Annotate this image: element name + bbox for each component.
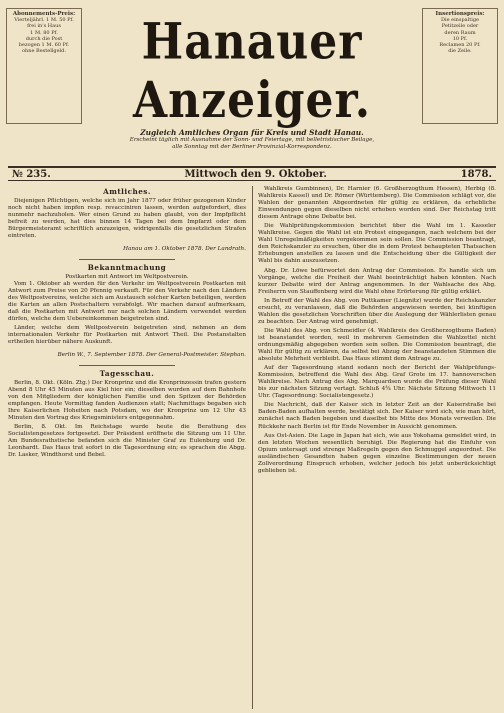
section-heading-bekanntmachung: Bekanntmachung: [87, 262, 167, 272]
divider: [79, 365, 174, 366]
masthead: [90, 13, 414, 151]
subscription-line: bezogen 1 M. 60 Pf.: [18, 42, 70, 49]
notice-title: Postkarten mit Antwort im Weltpostverein.: [65, 273, 189, 280]
issue-date: Mittwoch den 9. Oktober.: [184, 168, 327, 180]
issue-number: № 235.: [12, 168, 51, 180]
issue-year: 1878.: [460, 168, 492, 180]
subscription-line: 1 M. 80 Pf.: [30, 29, 58, 36]
notice-signature: Berlin W., 7. September 1878. Der General-Postmeister. Stephan.: [57, 351, 246, 358]
newspaper-subtitle: Zugleich Amtliches Organ für Kreis und Stadt Hanau.: [140, 128, 364, 137]
subscription-line: durch die Post: [25, 35, 63, 42]
news-paragraph: Die Wahl des Abg. von Schmeidler (4. Wahlkreis des Großherzogthums Baden) ist beanstandet worden, weil in mehreren Gemeinden die Wahlzettel nicht ordnungsmäßig abgegeben worden sein sollen. Die Commission beantragt, die Wahl für gültig zu erklären, da selbst bei Abzug der beanstandeten Stimmen die absolute Mehrheit verbleibt. Das Haus stimmt dem Antrage zu.: [258, 327, 496, 363]
column-right: [252, 186, 496, 709]
article-columns: [8, 186, 496, 709]
news-paragraph: Berlin, 8. Okt. Im Reichstage wurde heute die Berathung des Socialistengesetzes fortgesetzt. Der Präsident eröffnete die Sitzung um 11 Uhr. Am Bundesrathstische befanden sich die Minister Graf zu Eulenburg und Dr. Leonhardt. Das Haus trat sofort in die Tagesordnung ein; es sprachen die Abgg. Dr. Lasker, Windthorst und Bebel.: [8, 423, 246, 459]
notice-signature: Hanau am 1. Oktober 1878. Der Landrath.: [123, 245, 246, 252]
column-left: [8, 186, 246, 709]
insertion-heading: Insertionspreis:: [435, 11, 485, 17]
news-paragraph: Die Nachricht, daß der Kaiser sich in letzter Zeit an der Kaiserstraße bei Baden-Baden aufhalten werde, bestätigt sich. Der Kaiser wird sich, wie man hört, zunächst nach Baden begeben und daselbst bis Mitte des Monats verweilen. Die Rückkehr nach Berlin ist für Ende November in Aussicht genommen.: [258, 402, 496, 430]
news-paragraph: Auf der Tagesordnung stand sodann noch der Bericht der Wahlprüfungs-Kommission, betreffend die Wahl des Abg. Graf Grote im 17. hannoverschen Wahlkreise. Nach Antrag des Abg. Marquardsen wurde die Prüfung dieser Wahl bis zur nächsten Sitzung vertagt. Schluß 4¾ Uhr. Nächste Sitzung Mittwoch 11 Uhr. (Tagesordnung: Socialistengesetz.): [258, 365, 496, 400]
news-paragraph: Berlin, 8. Okt. (Köln. Ztg.) Der Kronprinz und die Kronprinzessin trafen gestern Abend 8 Uhr 45 Minuten aus Kiel hier ein; dieselben wurden auf dem Bahnhofe von den Mitgliedern der königlichen Familie und den Spitzen der Behörden empfangen. Heute Vormittag fanden Audienzen statt; Nachmittags begaben sich Ihre Kaiserlichen Hoheiten nach Potsdam, wo der Kronprinz um 12 Uhr 43 Minuten den Vortrag des Kriegsministers entgegennahm.: [8, 379, 246, 421]
subscription-line: ohne Bestellgeld.: [22, 48, 66, 55]
insertion-price-box: [422, 8, 498, 124]
divider: [79, 259, 174, 260]
section-heading-amtliches: Amtliches.: [103, 187, 151, 196]
section-heading-tagesschau: Tagesschau.: [99, 368, 155, 378]
notice-paragraph: Diejenigen Pflichtigen, welche sich im Jahr 1877 oder früher gezogenen Kinder noch nicht haben impfen resp. revacciniren lassen, werden aufgefordert, dies nunmehr nachzuholen. Wer einen Grund zu haben glaubt, von der Impfpflicht befreit zu werden, hat dies binnen 14 Tagen bei dem Impfarzt oder dem Bürgermeisteramt schriftlich anzuzeigen, widrigenfalls die gesetzlichen Strafen eintreten.: [8, 198, 246, 240]
insertion-line: die Zeile.: [448, 48, 472, 55]
issue-dateline: [8, 166, 496, 181]
insertion-line: Reclamen 20 Pf.: [439, 42, 481, 49]
publication-note: alle Sonntag mit der Berliner Provinzial-Korrespondenz.: [172, 144, 332, 150]
insertion-line: Die einspaltige: [440, 17, 480, 24]
newspaper-title: Hanauer Anzeiger.: [132, 13, 372, 130]
news-paragraph: Aus Ost-Asien. Die Lage in Japan hat sich, wie aus Yokohama gemeldet wird, in den letzten Wochen wesentlich beruhigt. Die Regierung hat die Einfuhr von Opium untersagt und strenge Maßregeln gegen den Schmuggel angeordnet. Die ausländischen Gesandten haben gegen einzelne Bestimmungen der neuen Zollverordnung Einspruch erhoben, welcher jedoch bis jetzt unberücksichtigt geblieben ist.: [258, 432, 496, 474]
subscription-line: Vierteljährl. 1 M. 50 Pf.: [14, 17, 74, 24]
publication-note: Erscheint täglich mit Ausnahme der Sonn- und Feiertage, mit belletristischer Beilage,: [129, 137, 375, 143]
news-paragraph: Abg. Dr. Löwe befürwortet den Antrag der Commission. Es handle sich um Vorgänge, welche die Freiheit der Wahl beeinträchtigt haben könnten. Nach kurzer Debatte wird der Antrag angenommen. In der Wahlsache des Abg. Freiherrn von Stauffenberg wird die Wahl ohne Erörterung für gültig erklärt.: [258, 267, 496, 295]
insertion-line: 10 Pf.: [452, 35, 468, 42]
news-paragraph: Die Wahlprüfungskommission berichtet über die Wahl im 1. Kasseler Wahlkreise. Gegen die Wahl ist ein Protest eingegangen, nach welchem bei der Wahl Unregelmäßigkeiten vorgekommen sein sollen. Die Commission beantragt, den Reichskanzler zu ersuchen, über die in dem Protest behaupteten Thatsachen Erhebungen anstellen zu lassen und die Entscheidung über die Gültigkeit der Wahl bis dahin auszusetzen.: [258, 223, 496, 265]
insertion-line: Petitzeile oder: [441, 23, 479, 30]
notice-paragraph: Vom 1. Oktober ab werden für den Verkehr im Weltpostverein Postkarten mit Antwort zum Preise von 20 Pfennig verkauft. Für den Verkehr nach den Ländern des Weltpostvereins, welche sich am Austausch solcher Karten beteiligen, werden die Karten an allen Postschaltern verabfolgt. Wir machen darauf aufmerksam, daß die Postkarten mit Antwort nur nach solchen Ländern verwendet werden dürfen, welche dem Uebereinkommen beigetreten sind.: [8, 280, 246, 322]
subscription-heading: Abonnements-Preis:: [12, 11, 76, 17]
subscription-price-box: [6, 8, 82, 124]
subscription-line: frei in's Haus: [27, 23, 61, 30]
news-paragraph: In Betreff der Wahl des Abg. von Puttkamer (Liegnitz) wurde der Reichskanzler ersucht, zu veranlassen, daß die Behörden angewiesen werden, bei künftigen Wahlen die gesetzlichen Vorschriften über die Auslegung der Wählerlisten genau zu beachten. Der Antrag wird genehmigt.: [258, 297, 496, 325]
insertion-line: deren Raum: [444, 29, 476, 36]
news-paragraph: Wahlkreis Gumbinnen), Dr. Harnier (6. Großherzogthum Hessen), Herbig (8. Wahlkreis Kassel) und Dr. Römer (Württemberg). Die Commission schlägt vor, die Wahlen der genannten Abgeordneten für gültig zu erklären, da erhebliche Einwendungen gegen dieselben nicht erhoben worden sind. Der Reichstag tritt diesem Antrage ohne Debatte bei.: [258, 186, 496, 221]
notice-paragraph: Länder, welche dem Weltpostverein beigetreten sind, nehmen an dem internationalen Verkehr für Postkarten mit Antwort Theil. Die Postanstalten ertheilen hierüber nähere Auskunft.: [8, 325, 246, 346]
